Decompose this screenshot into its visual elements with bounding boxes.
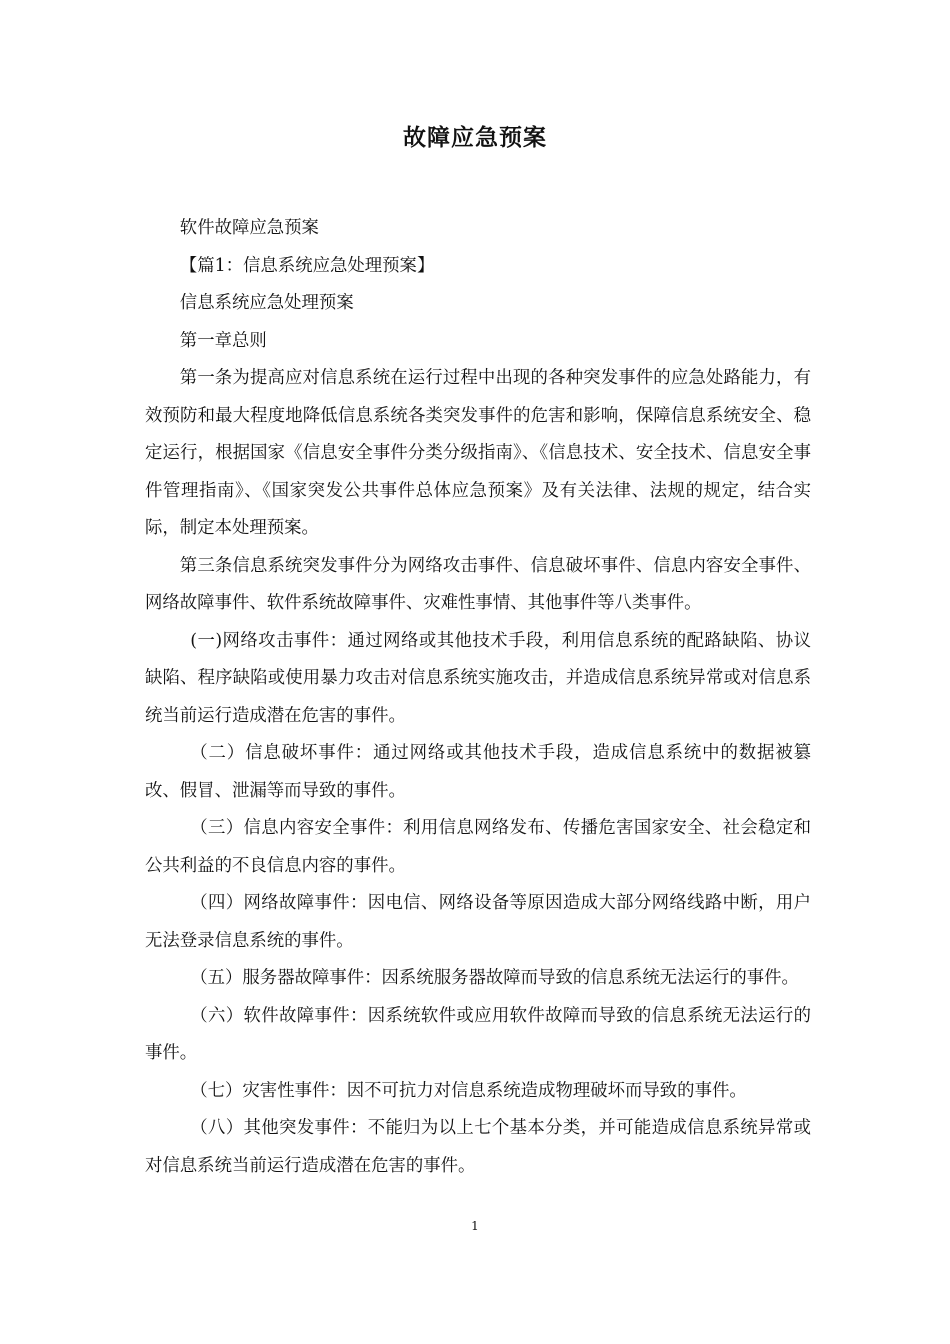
paragraph-plan-title: 信息系统应急处理预案 <box>179 293 354 313</box>
paragraph-section-heading: 【篇1：信息系统应急处理预案】 <box>179 255 435 276</box>
document-title: 故障应急预案 <box>403 124 547 151</box>
paragraph-item-7: （七）灾害性事件：因不可抗力对信息系统造成物理破坏而导致的事件。 <box>190 1080 747 1101</box>
paragraph-item-8: （八）其他突发事件：不能归为以上七个基本分类，并可能造成信息系统异常或对信息系统当前运行造成潜在危害的事件。 <box>145 1118 811 1176</box>
paragraph-item-2: （二）信息破坏事件：通过网络或其他技术手段，造成信息系统中的数据被篡改、假冒、泄漏等而导致的事件。 <box>145 743 811 801</box>
paragraph-subtitle: 软件故障应急预案 <box>179 218 319 238</box>
document-body <box>145 210 811 1185</box>
paragraph-item-4: （四）网络故障事件：因电信、网络设备等原因造成大部分网络线路中断，用户无法登录信息系统的事件。 <box>145 893 811 951</box>
paragraph-item-6: （六）软件故障事件：因系统软件或应用软件故障而导致的信息系统无法运行的事件。 <box>145 1005 811 1063</box>
paragraph-item-3: （三）信息内容安全事件：利用信息网络发布、传播危害国家安全、社会稳定和公共利益的不良信息内容的事件。 <box>145 818 811 876</box>
paragraph-article-3: 第三条信息系统突发事件分为网络攻击事件、信息破坏事件、信息内容安全事件、网络故障事件、软件系统故障事件、灾难性事情、其他事件等八类事件。 <box>145 555 811 613</box>
paragraph-item-5: （五）服务器故障事件：因系统服务器故障而导致的信息系统无法运行的事件。 <box>190 968 799 988</box>
paragraph-item-1: (一)网络攻击事件：通过网络或其他技术手段，利用信息系统的配路缺陷、协议缺陷、程序缺陷或使用暴力攻击对信息系统实施攻击，并造成信息系统异常或对信息系统当前运行造成潜在危害的事件。 <box>145 630 811 726</box>
paragraph-article-1: 第一条为提高应对信息系统在运行过程中出现的各种突发事件的应急处路能力，有效预防和最大程度地降低信息系统各类突发事件的危害和影响，保障信息系统安全、稳定运行，根据国家《信息安全事件分类分级指南》、《信息技术、安全技术、信息安全事件管理指南》、《国家突发公共事件总体应急预案》及有关法律、法规的规定，结合实际，制定本处理预案。 <box>145 368 811 538</box>
paragraph-chapter-heading: 第一章总则 <box>179 330 267 351</box>
page-number: 1 <box>471 1219 479 1233</box>
